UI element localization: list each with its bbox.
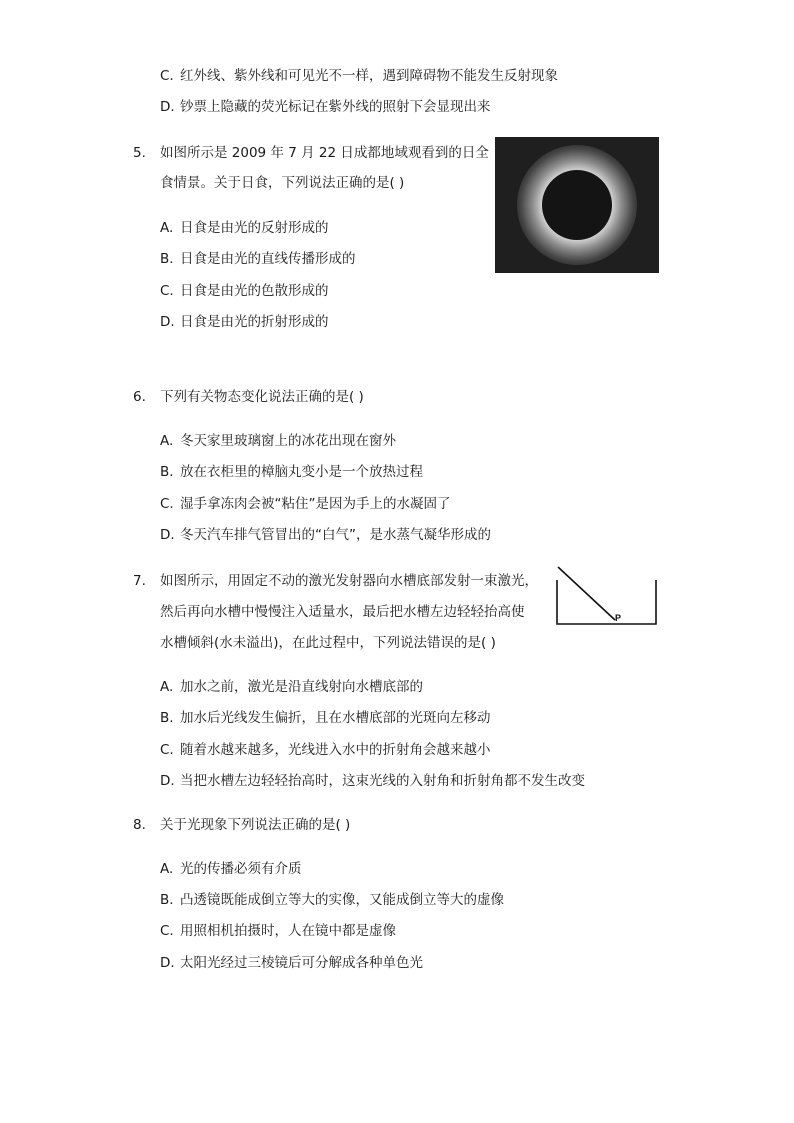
question-7-stem-line-2: 然后再向水槽中慢慢注入适量水，最后把水槽左边轻轻抬高使 bbox=[160, 604, 525, 620]
question-6-stem-line-1: 下列有关物态变化说法正确的是( ) bbox=[160, 389, 364, 405]
laser-water-tank-diagram bbox=[553, 563, 661, 629]
option-text: 随着水越来越多，光线进入水中的折射角会越来越小 bbox=[180, 742, 491, 758]
question-8-option-b bbox=[160, 890, 504, 910]
point-p-label: P bbox=[615, 613, 622, 623]
moon-disk bbox=[542, 170, 612, 240]
option-letter: B. bbox=[160, 710, 174, 726]
question-6-number: 6. bbox=[133, 389, 146, 405]
option-text: 加水后光线发生偏折，且在水槽底部的光斑向左移动 bbox=[180, 710, 491, 726]
question-5-option-a bbox=[160, 218, 329, 238]
question-8-option-a bbox=[160, 859, 302, 879]
question-6-option-b bbox=[160, 462, 423, 482]
option-letter: A. bbox=[160, 220, 174, 236]
option-letter: B. bbox=[160, 464, 174, 480]
option-letter: D. bbox=[160, 955, 175, 971]
option-text: 当把水槽左边轻轻抬高时，这束光线的入射角和折射角都不发生改变 bbox=[180, 773, 585, 789]
option-letter: A. bbox=[160, 861, 174, 877]
option-text: 日食是由光的直线传播形成的 bbox=[180, 251, 356, 267]
option-letter: B. bbox=[160, 892, 174, 908]
option-text: 日食是由光的色散形成的 bbox=[180, 283, 329, 299]
option-letter: D. bbox=[160, 314, 175, 330]
option-letter: C. bbox=[160, 283, 174, 299]
question-5-option-b bbox=[160, 249, 356, 269]
prev-question-option-d bbox=[160, 97, 491, 117]
option-text: 冬天汽车排气管冒出的“白气”，是水蒸气凝华形成的 bbox=[180, 527, 491, 543]
question-5-option-c bbox=[160, 281, 329, 301]
option-text: 太阳光经过三棱镜后可分解成各种单色光 bbox=[180, 955, 423, 971]
solar-eclipse-photo bbox=[495, 137, 659, 273]
question-6-option-d bbox=[160, 525, 491, 545]
option-letter: D. bbox=[160, 99, 175, 115]
option-text: 凸透镜既能成倒立等大的实像，又能成倒立等大的虚像 bbox=[180, 892, 504, 908]
question-7-option-b bbox=[160, 708, 491, 728]
question-8-stem-line-1: 关于光现象下列说法正确的是( ) bbox=[160, 817, 351, 833]
question-5-number: 5. bbox=[133, 145, 146, 161]
question-7-stem-line-1: 如图所示，用固定不动的激光发射器向水槽底部发射一束激光， bbox=[160, 573, 538, 589]
option-text: 加水之前，激光是沿直线射向水槽底部的 bbox=[180, 679, 423, 695]
question-5-option-d bbox=[160, 312, 329, 332]
question-7-option-a bbox=[160, 677, 423, 697]
option-letter: C. bbox=[160, 68, 174, 84]
prev-question-option-c bbox=[160, 66, 558, 86]
option-text: 光的传播必须有介质 bbox=[180, 861, 302, 877]
question-5-stem-line-1: 如图所示是 2009 年 7 月 22 日成都地域观看到的日全 bbox=[160, 145, 489, 161]
question-7-option-d bbox=[160, 771, 585, 791]
option-text: 日食是由光的反射形成的 bbox=[180, 220, 329, 236]
option-text: 钞票上隐藏的荧光标记在紫外线的照射下会显现出来 bbox=[180, 99, 491, 115]
option-text: 日食是由光的折射形成的 bbox=[180, 314, 329, 330]
question-5-stem-line-2: 食情景。关于日食，下列说法正确的是( ) bbox=[160, 175, 405, 191]
option-letter: C. bbox=[160, 742, 174, 758]
option-letter: B. bbox=[160, 251, 174, 267]
water-tank-outline bbox=[557, 580, 656, 624]
option-text: 湿手拿冻肉会被“粘住”是因为手上的水凝固了 bbox=[180, 496, 451, 512]
option-text: 用照相机拍摄时，人在镜中都是虚像 bbox=[180, 923, 396, 939]
option-letter: D. bbox=[160, 527, 175, 543]
question-6-option-c bbox=[160, 494, 451, 514]
question-7-number: 7. bbox=[133, 573, 146, 589]
option-letter: A. bbox=[160, 679, 174, 695]
question-6-option-a bbox=[160, 431, 396, 451]
question-7-option-c bbox=[160, 740, 491, 760]
option-text: 放在衣柜里的樟脑丸变小是一个放热过程 bbox=[180, 464, 423, 480]
question-8-option-c bbox=[160, 921, 396, 941]
option-text: 冬天家里玻璃窗上的冰花出现在窗外 bbox=[180, 433, 396, 449]
option-text: 红外线、紫外线和可见光不一样，遇到障碍物不能发生反射现象 bbox=[180, 68, 558, 84]
laser-beam-line bbox=[558, 567, 615, 620]
option-letter: C. bbox=[160, 496, 174, 512]
option-letter: D. bbox=[160, 773, 175, 789]
option-letter: A. bbox=[160, 433, 174, 449]
option-letter: C. bbox=[160, 923, 174, 939]
question-8-option-d bbox=[160, 953, 423, 973]
question-7-stem-line-3: 水槽倾斜(水未溢出)，在此过程中，下列说法错误的是( ) bbox=[160, 635, 496, 651]
question-8-number: 8. bbox=[133, 817, 146, 833]
